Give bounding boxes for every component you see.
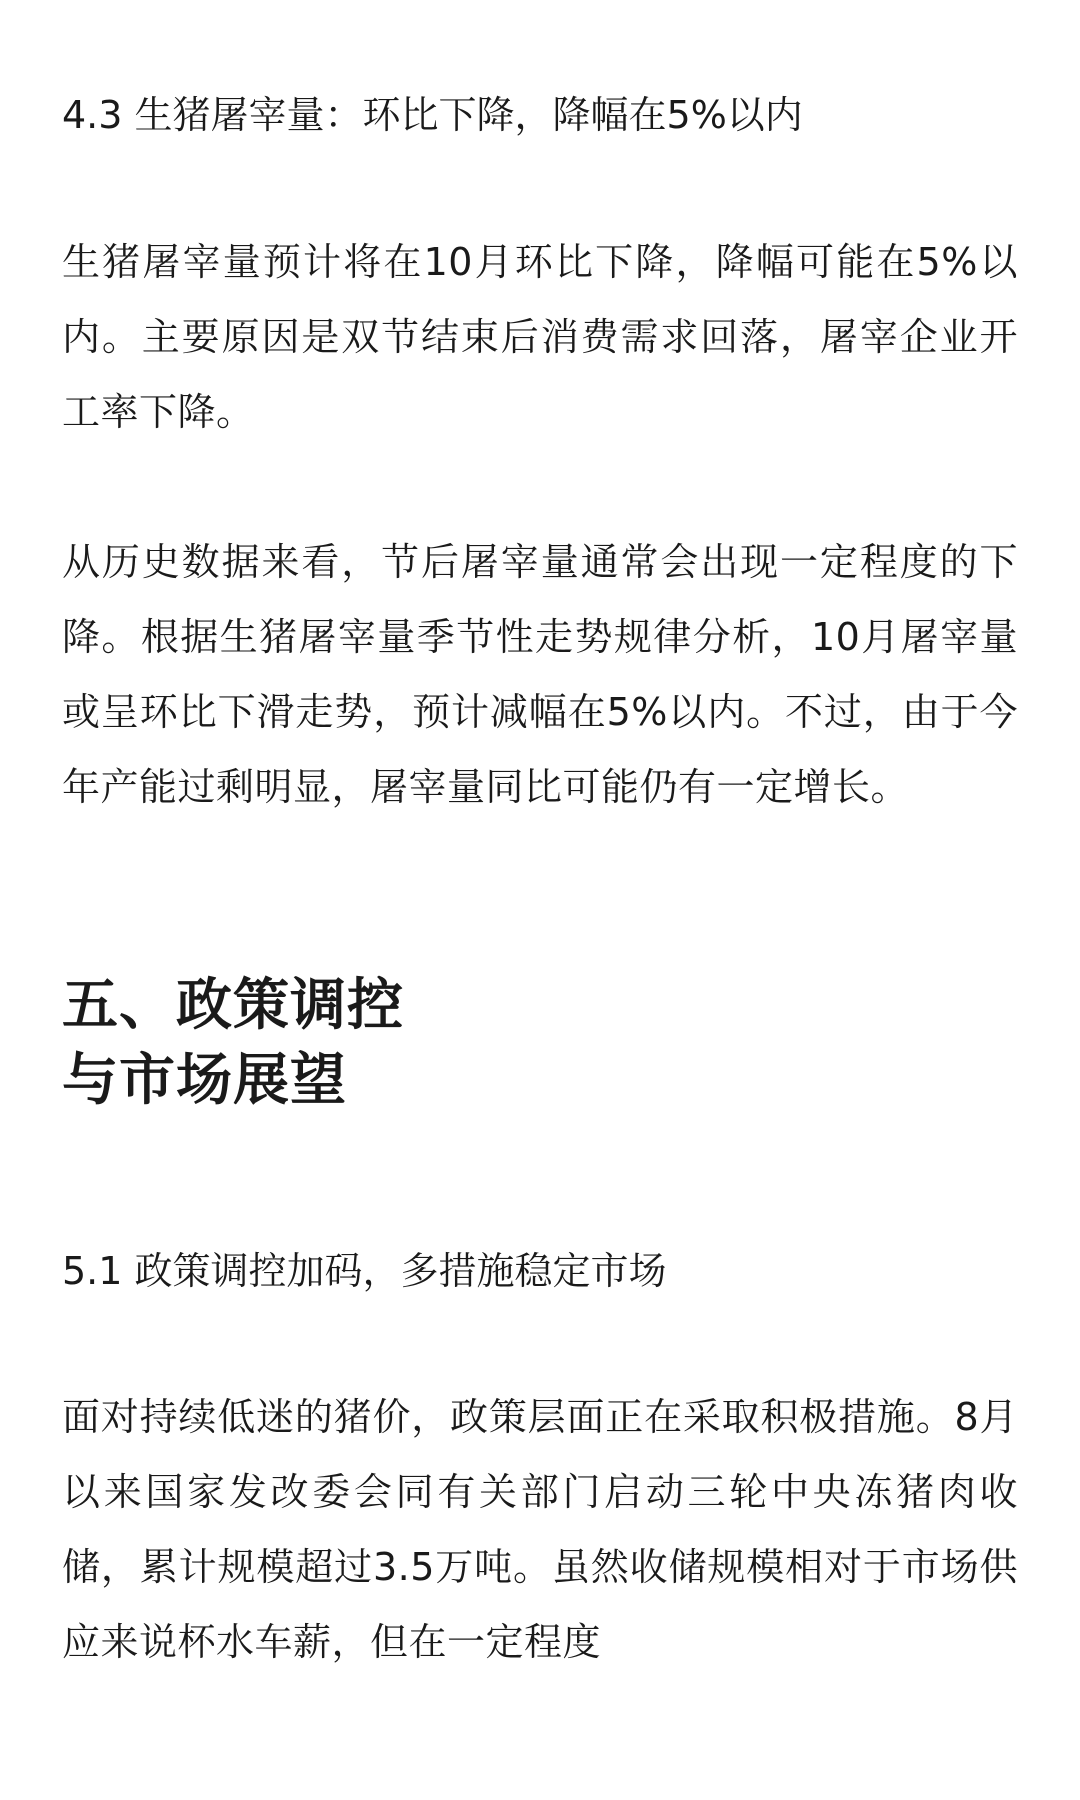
paragraph-policy-measures: 面对持续低迷的猪价，政策层面正在采取积极措施。8月以来国家发改委会同有关部门启动三轮中央冻猪肉收储，累计规模超过3.5万吨。虽然收储规模相对于市场供应来说杯水车薪，但在一定程度 [62, 1395, 1018, 1664]
subheading-5-1: 5.1 政策调控加码，多措施稳定市场 [62, 1249, 667, 1293]
paragraph-historical-data: 从历史数据来看，节后屠宰量通常会出现一定程度的下降。根据生猪屠宰量季节性走势规律分析，10月屠宰量或呈环比下滑走势，预计减幅在5%以内。不过，由于今年产能过剩明显，屠宰量同比可能仍有一定增长。 [62, 540, 1018, 809]
section-title-line-2: 与市场展望 [62, 1048, 347, 1113]
section-title-5 [62, 968, 404, 1118]
subheading-4-3: 4.3 生猪屠宰量：环比下降，降幅在5%以内 [62, 93, 803, 137]
section-title-line-1: 五、政策调控 [62, 973, 404, 1038]
paragraph-slaughter-forecast: 生猪屠宰量预计将在10月环比下降，降幅可能在5%以内。主要原因是双节结束后消费需求回落，屠宰企业开工率下降。 [62, 240, 1018, 434]
